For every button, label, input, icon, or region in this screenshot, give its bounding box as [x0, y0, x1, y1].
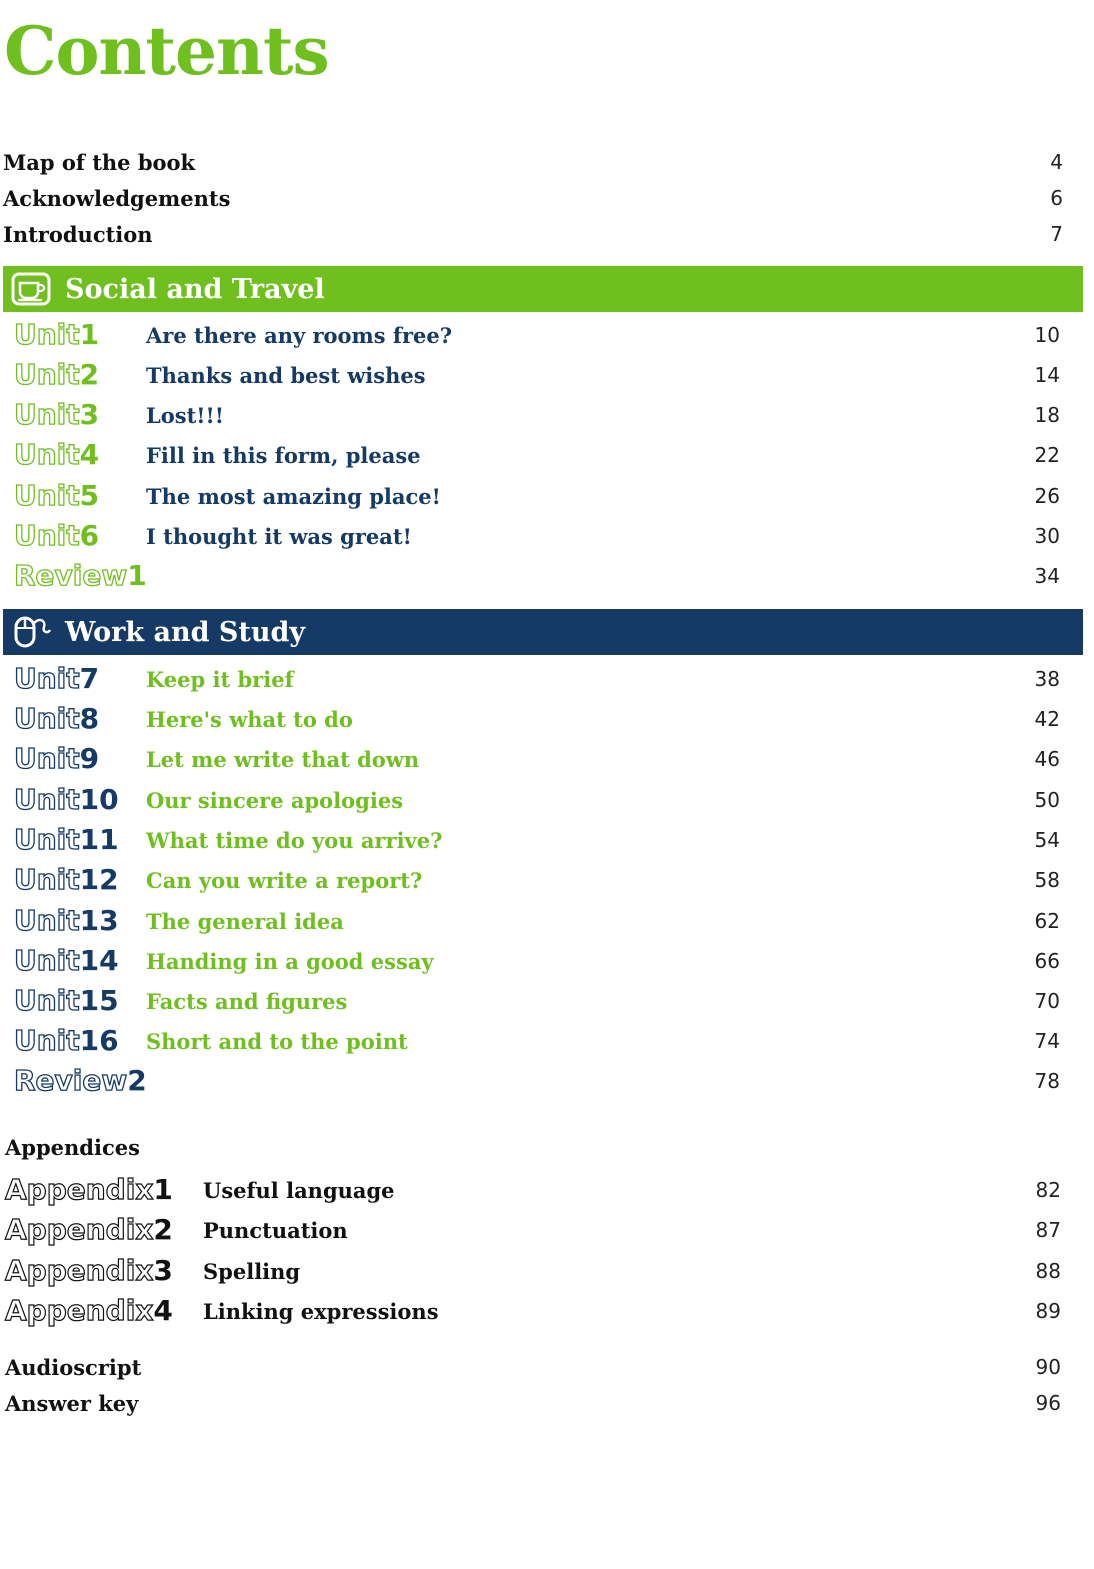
- unit-tag-word: Unit: [14, 438, 80, 471]
- unit-page: 18: [1034, 403, 1060, 427]
- unit-tag-number: 13: [79, 904, 119, 937]
- toc-entry-page: 4: [1050, 150, 1063, 174]
- unit-tag: [14, 519, 146, 552]
- unit-tag: [14, 823, 146, 856]
- toc-entry-answer-key[interactable]: [5, 1388, 1061, 1418]
- appendix-page: 89: [1035, 1299, 1061, 1323]
- appendix-page: 87: [1035, 1218, 1061, 1242]
- review-tag-word: Review: [14, 1064, 128, 1097]
- appendix-tag-number: 2: [153, 1213, 173, 1246]
- toc-entry-label: Audioscript: [5, 1354, 142, 1380]
- toc-entry-label: Introduction: [3, 221, 153, 247]
- appendix-row-3[interactable]: [5, 1253, 1061, 1289]
- unit-tag-word: Unit: [14, 358, 80, 391]
- unit-tag-word: Unit: [14, 1024, 80, 1057]
- unit-row-16[interactable]: [14, 1023, 1060, 1059]
- review-tag: [14, 559, 147, 592]
- unit-title: Handing in a good essay: [146, 948, 434, 974]
- unit-page: 54: [1034, 828, 1060, 852]
- toc-entry-label: Answer key: [5, 1390, 139, 1416]
- unit-tag: [14, 944, 146, 977]
- unit-page: 30: [1034, 524, 1060, 548]
- unit-tag-number: 11: [79, 823, 119, 856]
- unit-tag-word: Unit: [14, 823, 80, 856]
- appendix-tag-word: Appendix: [5, 1213, 154, 1246]
- unit-tag: [14, 863, 146, 896]
- unit-page: 26: [1034, 484, 1060, 508]
- unit-title: Lost!!!: [146, 402, 224, 428]
- unit-tag: [14, 662, 146, 695]
- unit-page: 50: [1034, 788, 1060, 812]
- unit-row-15[interactable]: [14, 983, 1060, 1019]
- unit-page: 10: [1034, 323, 1060, 347]
- toc-entry-audioscript[interactable]: [5, 1352, 1061, 1382]
- unit-page: 70: [1034, 989, 1060, 1013]
- review-tag-word: Review: [14, 559, 128, 592]
- review-page: 34: [1034, 564, 1060, 588]
- appendix-tag: [5, 1254, 203, 1287]
- appendix-row-1[interactable]: [5, 1172, 1061, 1208]
- unit-tag-number: 12: [79, 863, 119, 896]
- toc-entry-page: 90: [1035, 1355, 1061, 1379]
- toc-entry-label: Map of the book: [3, 149, 196, 175]
- unit-tag-number: 1: [79, 318, 100, 351]
- section-banner-social-and-travel: [3, 266, 1083, 312]
- unit-tag-word: Unit: [14, 904, 80, 937]
- appendix-tag-number: 3: [153, 1254, 173, 1287]
- unit-tag-number: 10: [79, 783, 119, 816]
- toc-entry-introduction[interactable]: [3, 219, 1063, 249]
- unit-page: 58: [1034, 868, 1060, 892]
- unit-title: Our sincere apologies: [146, 787, 404, 813]
- unit-tag-number: 8: [79, 702, 100, 735]
- section-title: Social and Travel: [65, 273, 325, 305]
- unit-tag-number: 4: [79, 438, 100, 471]
- unit-tag-word: Unit: [14, 519, 80, 552]
- unit-title: Let me write that down: [146, 746, 420, 772]
- unit-tag-number: 14: [79, 944, 119, 977]
- appendix-row-4[interactable]: [5, 1293, 1061, 1329]
- unit-title: What time do you arrive?: [146, 827, 443, 853]
- unit-tag-word: Unit: [14, 479, 80, 512]
- unit-tag-word: Unit: [14, 662, 80, 695]
- unit-page: 46: [1034, 747, 1060, 771]
- unit-row-12[interactable]: [14, 862, 1060, 898]
- unit-row-14[interactable]: [14, 943, 1060, 979]
- coffee-cup-icon: [9, 269, 53, 309]
- unit-row-7[interactable]: [14, 661, 1060, 697]
- appendix-tag-word: Appendix: [5, 1173, 154, 1206]
- unit-tag: [14, 783, 146, 816]
- unit-tag: [14, 398, 146, 431]
- review-page: 78: [1034, 1069, 1060, 1093]
- unit-row-10[interactable]: [14, 782, 1060, 818]
- unit-row-4[interactable]: [14, 437, 1060, 473]
- unit-title: I thought it was great!: [146, 523, 412, 549]
- appendix-title: Linking expressions: [203, 1298, 439, 1324]
- unit-row-8[interactable]: [14, 701, 1060, 737]
- toc-entry-acknowledgements[interactable]: [3, 183, 1063, 213]
- appendix-tag-number: 4: [153, 1294, 173, 1327]
- unit-page: 66: [1034, 949, 1060, 973]
- unit-tag-number: 9: [79, 742, 100, 775]
- unit-tag-word: Unit: [14, 702, 80, 735]
- unit-title: Are there any rooms free?: [146, 322, 453, 348]
- unit-tag-number: 15: [79, 984, 119, 1017]
- appendices-heading: Appendices: [5, 1135, 140, 1160]
- unit-tag: [14, 358, 146, 391]
- toc-entry-page: 6: [1050, 186, 1063, 210]
- unit-tag-number: 6: [79, 519, 100, 552]
- unit-page: 38: [1034, 667, 1060, 691]
- review-tag: [14, 1064, 147, 1097]
- unit-tag-word: Unit: [14, 984, 80, 1017]
- unit-title: Can you write a report?: [146, 867, 423, 893]
- unit-title: Thanks and best wishes: [146, 362, 426, 388]
- unit-tag: [14, 318, 146, 351]
- section-title: Work and Study: [65, 616, 306, 648]
- appendix-page: 82: [1035, 1178, 1061, 1202]
- unit-tag: [14, 904, 146, 937]
- unit-title: The general idea: [146, 908, 344, 934]
- unit-title: Fill in this form, please: [146, 442, 421, 468]
- unit-tag: [14, 702, 146, 735]
- unit-tag: [14, 479, 146, 512]
- appendix-tag-word: Appendix: [5, 1254, 154, 1287]
- unit-title: Short and to the point: [146, 1028, 408, 1054]
- unit-row-5[interactable]: [14, 478, 1060, 514]
- unit-title: Keep it brief: [146, 666, 294, 692]
- unit-row-9[interactable]: [14, 741, 1060, 777]
- unit-tag-number: 5: [79, 479, 100, 512]
- unit-page: 42: [1034, 707, 1060, 731]
- unit-title: The most amazing place!: [146, 483, 441, 509]
- review-tag-number: 2: [127, 1064, 147, 1097]
- unit-tag-number: 2: [79, 358, 100, 391]
- unit-tag-number: 16: [79, 1024, 119, 1057]
- appendix-row-2[interactable]: [5, 1212, 1061, 1248]
- unit-page: 62: [1034, 909, 1060, 933]
- unit-tag-number: 7: [79, 662, 100, 695]
- unit-tag: [14, 438, 146, 471]
- appendix-tag-number: 1: [153, 1173, 173, 1206]
- unit-row-11[interactable]: [14, 822, 1060, 858]
- unit-title: Here's what to do: [146, 706, 353, 732]
- unit-tag-word: Unit: [14, 863, 80, 896]
- unit-title: Facts and figures: [146, 988, 348, 1014]
- review-row-1[interactable]: [14, 558, 1060, 594]
- appendix-tag: [5, 1173, 203, 1206]
- unit-tag: [14, 984, 146, 1017]
- toc-entry-page: 7: [1050, 222, 1063, 246]
- toc-entry-page: 96: [1035, 1391, 1061, 1415]
- unit-row-6[interactable]: [14, 518, 1060, 554]
- review-row-2[interactable]: [14, 1063, 1060, 1099]
- appendix-title: Spelling: [203, 1258, 301, 1284]
- appendix-tag: [5, 1213, 203, 1246]
- unit-tag-word: Unit: [14, 398, 80, 431]
- unit-tag-word: Unit: [14, 742, 80, 775]
- appendix-tag: [5, 1294, 203, 1327]
- unit-tag-number: 3: [79, 398, 100, 431]
- unit-page: 14: [1034, 363, 1060, 387]
- unit-tag-word: Unit: [14, 944, 80, 977]
- section-banner-work-and-study: [3, 609, 1083, 655]
- appendix-title: Useful language: [203, 1177, 395, 1203]
- unit-row-1[interactable]: [14, 317, 1060, 353]
- appendix-tag-word: Appendix: [5, 1294, 154, 1327]
- unit-row-3[interactable]: [14, 397, 1060, 433]
- appendix-title: Punctuation: [203, 1217, 348, 1243]
- unit-tag-word: Unit: [14, 318, 80, 351]
- unit-row-2[interactable]: [14, 357, 1060, 393]
- unit-page: 22: [1034, 443, 1060, 467]
- appendix-page: 88: [1035, 1259, 1061, 1283]
- unit-tag: [14, 1024, 146, 1057]
- unit-page: 74: [1034, 1029, 1060, 1053]
- unit-tag: [14, 742, 146, 775]
- unit-tag-word: Unit: [14, 783, 80, 816]
- computer-mouse-icon: [9, 612, 53, 652]
- unit-row-13[interactable]: [14, 903, 1060, 939]
- page-title: Contents: [4, 12, 329, 90]
- review-tag-number: 1: [127, 559, 147, 592]
- toc-entry-label: Acknowledgements: [3, 185, 231, 211]
- toc-entry-map-of-the-book[interactable]: [3, 147, 1063, 177]
